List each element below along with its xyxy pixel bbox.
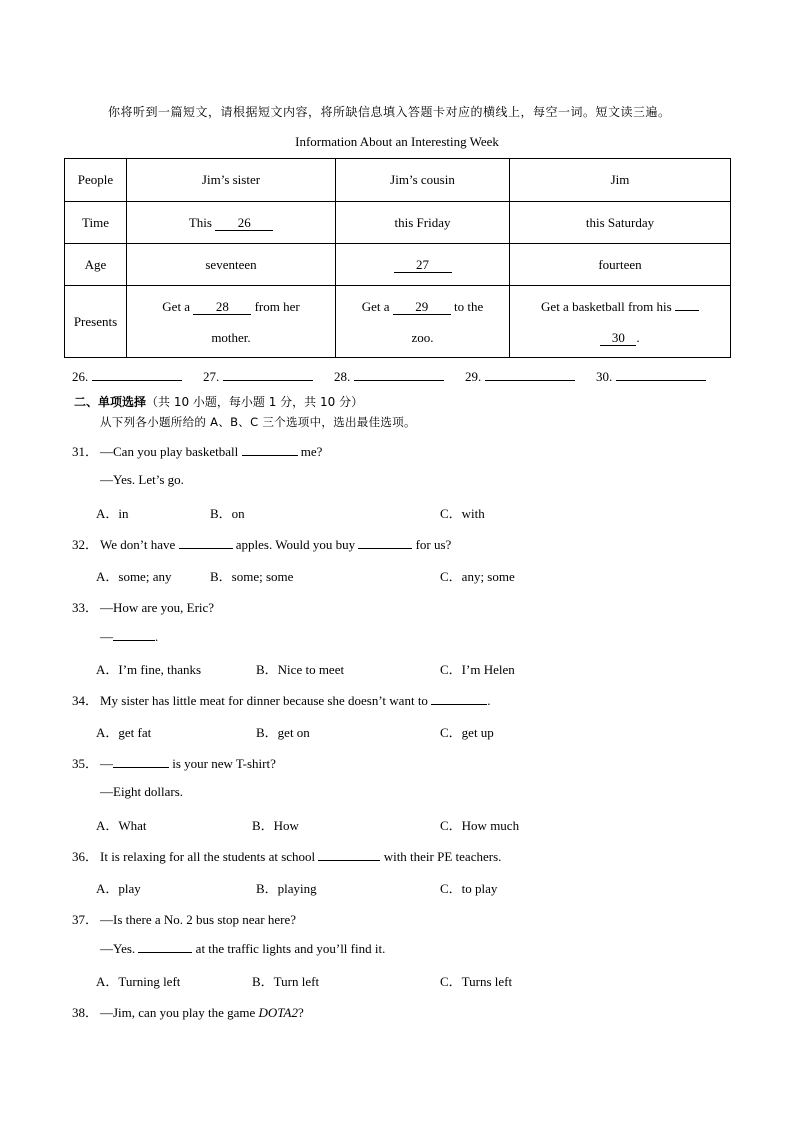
reply-text: — [100, 629, 113, 644]
question-text: My sister has little meat for dinner because she doesn’t want to [100, 693, 428, 708]
row-header: Time [65, 202, 127, 244]
answer-lines [72, 368, 732, 386]
answer-line-30[interactable] [616, 368, 706, 381]
question-text: me? [300, 444, 323, 459]
question-text: It is relaxing for all the students at school [100, 849, 316, 864]
question-text: — [100, 756, 113, 771]
table-cell [336, 286, 510, 358]
option-c[interactable]: C．get up [440, 725, 494, 740]
question-number: 36． [72, 849, 99, 864]
table-cell [127, 202, 336, 244]
table-title: Information About an Interesting Week [295, 134, 499, 149]
question-31 [72, 441, 322, 460]
question-reply: —Eight dollars. [100, 784, 184, 799]
cell-text: . [636, 329, 640, 345]
section-instruction: 从下列各小题所给的 A、B、C 三个选项中，选出最佳选项。 [100, 415, 416, 429]
table-row-presents [65, 286, 731, 358]
table-cell [336, 244, 510, 286]
table-cell: Jim’s sister [127, 159, 336, 202]
table-cell: Jim [510, 159, 731, 202]
section-title: 二、单项选择 [74, 395, 147, 409]
question-blank[interactable] [242, 443, 298, 456]
answer-number: 29. [465, 369, 482, 384]
question-number: 32． [72, 537, 99, 552]
answer-line-28[interactable] [354, 368, 444, 381]
table-cell: this Friday [336, 202, 510, 244]
table-cell: Jim’s cousin [336, 159, 510, 202]
question-34 [72, 690, 490, 709]
option-c[interactable]: C．Turns left [440, 974, 513, 989]
question-text: for us? [415, 537, 452, 552]
table-cell: seventeen [127, 244, 336, 286]
option-c[interactable]: C．How much [440, 818, 520, 833]
table-cell: fourteen [510, 244, 731, 286]
option-b[interactable]: B．Turn left [252, 974, 320, 989]
question-36 [72, 846, 501, 865]
question-blank[interactable] [113, 755, 169, 768]
section-meta: （共 10 小题，每小题 1 分，共 10 分） [146, 395, 364, 409]
answer-blank-30[interactable]: 30 [600, 331, 636, 346]
game-title: DOTA2 [258, 1005, 298, 1020]
option-c[interactable]: C．I’m Helen [440, 662, 515, 677]
question-number: 37． [72, 912, 99, 927]
option-a[interactable]: A．some; any [96, 569, 172, 584]
option-a[interactable]: A．in [96, 506, 129, 521]
cell-text: to the [454, 298, 484, 314]
question-38 [72, 1002, 304, 1021]
question-text: —Is there a No. 2 bus stop near here? [100, 912, 297, 927]
question-37 [72, 909, 296, 928]
question-blank[interactable] [431, 692, 487, 705]
reply-text: —Yes. [100, 941, 136, 956]
answer-number: 30. [596, 369, 613, 384]
question-number: 33． [72, 600, 99, 615]
question-number: 34． [72, 693, 99, 708]
cell-text: Get a [361, 298, 390, 314]
question-text: —Can you play basketball [100, 444, 239, 459]
row-header: People [65, 159, 127, 202]
info-table [64, 158, 731, 358]
question-32 [72, 534, 451, 553]
answer-blank-26[interactable]: 26 [215, 216, 273, 231]
table-cell [510, 286, 731, 358]
option-a[interactable]: A．What [96, 818, 147, 833]
cell-text: Get a [162, 298, 191, 314]
option-c[interactable]: C．with [440, 506, 485, 521]
question-text: is your new T-shirt? [172, 756, 276, 771]
question-blank[interactable] [179, 536, 233, 549]
row-header: Presents [65, 286, 127, 358]
option-b[interactable]: B．some; some [210, 569, 294, 584]
cell-text: Get a basketball from his [541, 298, 672, 314]
option-b[interactable]: B．playing [256, 881, 317, 896]
question-reply: —Yes. Let’s go. [100, 472, 184, 487]
option-b[interactable]: B．Nice to meet [256, 662, 345, 677]
reply-text: at the traffic lights and you’ll find it. [195, 941, 386, 956]
question-number: 35． [72, 756, 99, 771]
option-a[interactable]: A．get fat [96, 725, 152, 740]
option-a[interactable]: A．I’m fine, thanks [96, 662, 202, 677]
question-number: 31． [72, 444, 99, 459]
question-reply [100, 940, 385, 957]
option-c[interactable]: C．any; some [440, 569, 515, 584]
table-cell [127, 286, 336, 358]
question-text: We don’t have [100, 537, 176, 552]
answer-number: 28. [334, 369, 351, 384]
row-header: Age [65, 244, 127, 286]
question-text: apples. Would you buy [235, 537, 356, 552]
table-row-people [65, 159, 731, 202]
answer-blank-28[interactable]: 28 [193, 300, 251, 315]
question-text: . [487, 693, 491, 708]
cell-text: from her [254, 298, 300, 314]
question-text: —Jim, can you play the game [100, 1005, 256, 1020]
option-b[interactable]: B．How [252, 818, 299, 833]
table-row-age [65, 244, 731, 286]
question-35 [72, 753, 276, 772]
option-c[interactable]: C．to play [440, 881, 498, 896]
section-heading [74, 393, 363, 410]
answer-line-27[interactable] [223, 368, 313, 381]
reply-text: . [155, 629, 159, 644]
answer-line-26[interactable] [92, 368, 182, 381]
cell-text: mother. [211, 329, 251, 345]
answer-blank-30-start[interactable] [675, 310, 699, 311]
question-blank[interactable] [318, 848, 380, 861]
answer-number: 26. [72, 369, 89, 384]
answer-blank-29[interactable]: 29 [393, 300, 451, 315]
answer-blank-27[interactable]: 27 [394, 258, 452, 273]
option-b[interactable]: B．get on [256, 725, 310, 740]
cell-text: This [188, 214, 212, 230]
table-row-time [65, 202, 731, 244]
option-a[interactable]: A．play [96, 881, 141, 896]
option-b[interactable]: B．on [210, 506, 245, 521]
question-blank[interactable] [358, 536, 412, 549]
question-number: 38． [72, 1005, 99, 1020]
question-text: with their PE teachers. [383, 849, 502, 864]
question-text: —How are you, Eric? [100, 600, 215, 615]
question-text: ? [297, 1005, 304, 1020]
cell-text: zoo. [411, 329, 434, 345]
option-a[interactable]: A．Turning left [96, 974, 181, 989]
question-33 [72, 597, 214, 616]
answer-number: 27. [203, 369, 220, 384]
question-reply [100, 628, 158, 645]
question-blank[interactable] [138, 940, 192, 953]
table-cell: this Saturday [510, 202, 731, 244]
listening-instruction: 你将听到一篇短文，请根据短文内容，将所缺信息填入答题卡对应的横线上，每空一词。短文读三遍。 [108, 105, 671, 119]
answer-line-29[interactable] [485, 368, 575, 381]
question-blank[interactable] [113, 628, 155, 641]
